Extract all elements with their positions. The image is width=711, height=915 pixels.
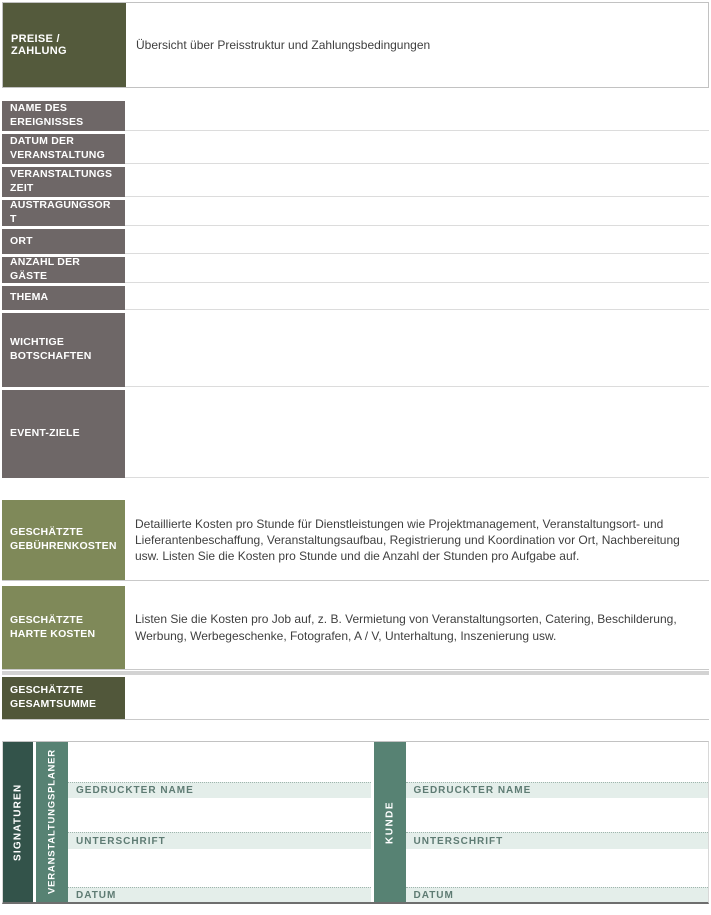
cost-input-total[interactable]: [125, 677, 709, 719]
customer-printed-name-label: GEDRUCKTER NAME: [406, 782, 709, 798]
customer-signature-input[interactable]: [406, 798, 709, 832]
pricing-header-description: Übersicht über Preisstruktur und Zahlungsbedingungen: [136, 38, 431, 52]
cost-label-fee-costs: [2, 500, 125, 580]
planner-date-input[interactable]: [68, 849, 371, 887]
detail-label-text: ORT: [10, 234, 33, 247]
cost-description-fee-costs[interactable]: Detaillierte Kosten pro Stunde für Dienstleistungen wie Projektmanagement, Veranstaltungsort- und Lieferantenbeschaffung, Veranstaltungsaufbau, Registrierung und Koordination vor Ort, Nachbereitung usw. Listen Sie die Kosten pro Stunde und die Anzahl der Stunden pro Aufgabe auf.: [125, 500, 709, 580]
signer-column-customer: KUNDE: [374, 742, 406, 902]
cost-label-text: GESCHÄTZTE GEBÜHRENKOSTEN: [10, 526, 117, 552]
detail-label-event-date: [2, 134, 125, 164]
detail-label-text: EVENT-ZIELE: [10, 427, 80, 440]
customer-signature-fields: [406, 742, 709, 902]
detail-label-theme: [2, 286, 125, 310]
detail-input-guest-count[interactable]: [125, 257, 709, 283]
planner-signature-input[interactable]: [68, 798, 371, 832]
customer-date-label: DATUM: [406, 887, 709, 902]
cost-description-hard-costs[interactable]: Listen Sie die Kosten pro Job auf, z. B. Vermietung von Veranstaltungsorten, Catering, Beschilderung, Werbung, Werbegeschenke, Fotografen, A / V, Unterhaltung, Inszenierung usw.: [125, 586, 709, 669]
table-row: [2, 200, 709, 226]
detail-label-guest-count: [2, 257, 125, 283]
detail-input-event-name[interactable]: [125, 101, 709, 131]
detail-input-location[interactable]: [125, 229, 709, 254]
section-title-preise-zahlung: PREISE / ZAHLUNG: [3, 3, 126, 87]
detail-label-event-goals: [2, 390, 125, 478]
cost-label-text: GESCHÄTZTE GESAMTSUMME: [10, 684, 97, 710]
customer-printed-name-input[interactable]: [406, 742, 709, 782]
signatures-section-title: SIGNATUREN: [3, 742, 33, 902]
estimated-costs-section: [2, 500, 709, 720]
detail-input-venue[interactable]: [125, 200, 709, 226]
table-row: [2, 101, 709, 131]
event-details-section: [2, 101, 709, 478]
detail-label-key-messages: [2, 313, 125, 387]
signatures-section: [2, 741, 709, 904]
detail-label-event-name: [2, 101, 125, 131]
detail-label-text: ANZAHL DER GÄSTE: [10, 256, 81, 282]
table-row: [2, 257, 709, 283]
table-row: [2, 286, 709, 310]
planner-signature-label: UNTERSCHRIFT: [68, 832, 371, 849]
detail-input-theme[interactable]: [125, 286, 709, 310]
planner-signature-fields: [68, 742, 371, 902]
customer-signature-label: UNTERSCHRIFT: [406, 832, 709, 849]
detail-input-event-goals[interactable]: [125, 390, 709, 478]
table-row: [2, 313, 709, 387]
table-row: [2, 390, 709, 478]
planner-printed-name-label: GEDRUCKTER NAME: [68, 782, 371, 798]
cost-label-hard-costs: [2, 586, 125, 669]
detail-label-text: WICHTIGE BOTSCHAFTEN: [10, 336, 92, 362]
table-row: [2, 500, 709, 581]
detail-label-text: AUSTRAGUNGSORT: [10, 199, 111, 225]
table-row: [2, 167, 709, 197]
detail-input-event-time[interactable]: [125, 167, 709, 197]
detail-input-event-date[interactable]: [125, 134, 709, 164]
cost-label-text: GESCHÄTZTE HARTE KOSTEN: [10, 613, 96, 640]
table-row: [2, 134, 709, 164]
detail-label-text: NAME DES EREIGNISSES: [10, 102, 84, 128]
signer-column-planner: VERANSTALTUNGSPLANER: [36, 742, 68, 902]
detail-label-venue: [2, 200, 125, 226]
planner-printed-name-input[interactable]: [68, 742, 371, 782]
detail-label-text: DATUM DER VERANSTALTUNG: [10, 135, 105, 161]
pricing-header-section: [2, 2, 709, 88]
planner-date-label: DATUM: [68, 887, 371, 902]
detail-label-text: VERANSTALTUNGSZEIT: [10, 168, 113, 194]
detail-label-location: [2, 229, 125, 254]
table-row: [2, 229, 709, 254]
table-row: [2, 586, 709, 670]
cost-label-total: [2, 677, 125, 719]
section-divider: [2, 671, 709, 675]
detail-input-key-messages[interactable]: [125, 313, 709, 387]
detail-label-text: THEMA: [10, 291, 49, 304]
table-row: [2, 677, 709, 720]
customer-date-input[interactable]: [406, 849, 709, 887]
detail-label-event-time: [2, 167, 125, 197]
